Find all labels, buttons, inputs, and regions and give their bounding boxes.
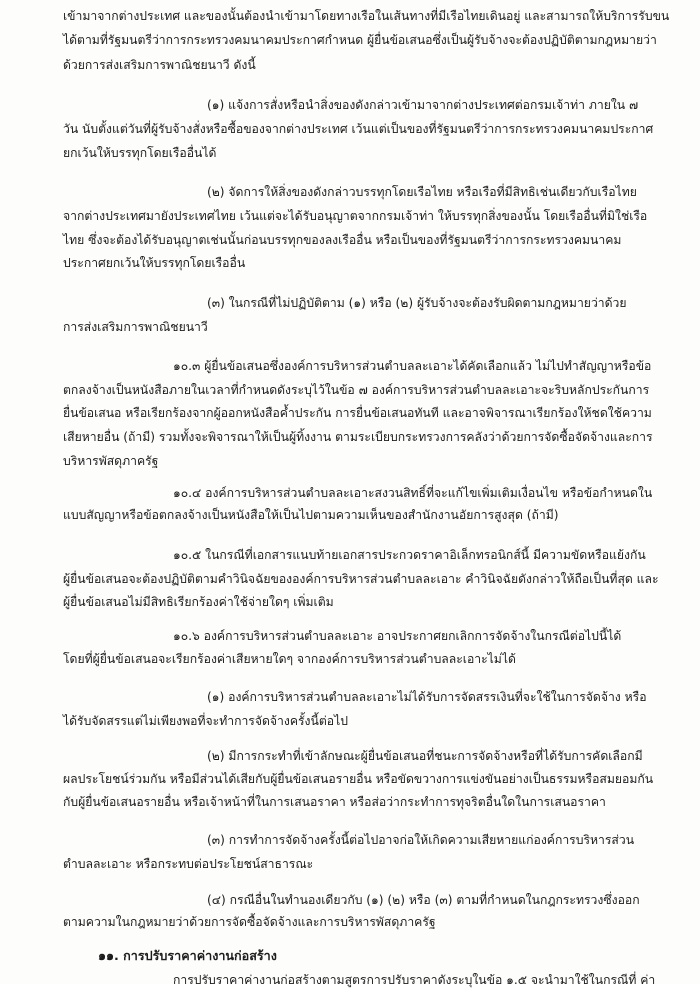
body-text-line: ๑๐.๓ ผู้ยื่นข้อเสนอซึ่งองค์การบริหารส่วนตำบลละเอาะได้คัดเลือกแล้ว ไม่ไปทำสัญญาหรือข้อ bbox=[173, 359, 652, 373]
body-text-line: ประกาศยกเว้นให้บรรทุกโดยเรืออื่น bbox=[63, 256, 246, 270]
body-text-line: กับผู้ยื่นข้อเสนอรายอื่น หรือเจ้าหน้าที่ในการเสนอราคา หรือส่อว่ากระทำการทุจริตอื่นใดในการเสนอราคา bbox=[63, 795, 606, 809]
body-text-line: จากต่างประเทศมายังประเทศไทย เว้นแต่จะได้รับอนุญาตจากกรมเจ้าท่า ให้บรรทุกสิ่งของนั้น โดยเรืออื่นที่มิใช่เรือ bbox=[63, 209, 648, 223]
body-text-line: ๑๐.๔ องค์การบริหารส่วนตำบลละเอาะสงวนสิทธิ์ที่จะแก้ไขเพิ่มเติมเงื่อนไข หรือข้อกำหนดใน bbox=[173, 486, 653, 500]
body-text-line: การปรับราคาค่างานก่อสร้างตามสูตรการปรับราคาดังระบุในข้อ ๑.๕ จะนำมาใช้ในกรณีที่ ค่า bbox=[173, 973, 656, 987]
body-text-line: ไทย ซึ่งจะต้องได้รับอนุญาตเช่นนั้นก่อนบรรทุกของลงเรืออื่น หรือเป็นของที่รัฐมนตรีว่าการกระทรวงคมนาคม bbox=[63, 233, 622, 247]
body-text-line: ๑๐.๕ ในกรณีที่เอกสารแนบท้ายเอกสารประกวดราคาอิเล็กทรอนิกส์นี้ มีความขัดหรือแย้งกัน bbox=[173, 548, 646, 562]
body-text-line: (๒) มีการกระทำที่เข้าลักษณะผู้ยื่นข้อเสนอที่ชนะการจัดจ้างหรือที่ได้รับการคัดเลือกมี bbox=[207, 749, 643, 763]
body-text-line: ยกเว้นให้บรรทุกโดยเรืออื่นได้ bbox=[63, 146, 217, 160]
body-text-line: (๔) กรณีอื่นในทำนองเดียวกับ (๑) (๒) หรือ (๓) ตามที่กำหนดในกฎกระทรวงซึ่งออก bbox=[207, 893, 640, 907]
section-heading: ๑๑. การปรับราคาค่างานก่อสร้าง bbox=[98, 948, 277, 963]
body-text-line: (๒) จัดการให้สิ่งของดังกล่าวบรรทุกโดยเรือไทย หรือเรือที่มีสิทธิเช่นเดียวกับเรือไทย bbox=[207, 185, 637, 199]
body-text-line: ผู้ยื่นข้อเสนอไม่มีสิทธิเรียกร้องค่าใช้จ่ายใดๆ เพิ่มเติม bbox=[63, 595, 334, 609]
body-text-line: ด้วยการส่งเสริมการพาณิชยนาวี ดังนี้ bbox=[63, 58, 256, 72]
body-text-line: ผู้ยื่นข้อเสนอจะต้องปฏิบัติตามคำวินิจฉัยขององค์การบริหารส่วนตำบลละเอาะ คำวินิจฉัยดังกล่าวให้ถือเป็นที่สุด และ bbox=[63, 572, 659, 586]
body-text-line: (๓) ในกรณีที่ไม่ปฏิบัติตาม (๑) หรือ (๒) ผู้รับจ้างจะต้องรับผิดตามกฎหมายว่าด้วย bbox=[207, 296, 627, 310]
body-text-line: ๑๐.๖ องค์การบริหารส่วนตำบลละเอาะ อาจประกาศยกเลิกการจัดจ้างในกรณีต่อไปนี้ได้ bbox=[173, 629, 622, 643]
body-text-line: ได้รับจัดสรรแต่ไม่เพียงพอที่จะทำการจัดจ้างครั้งนี้ต่อไป bbox=[63, 714, 348, 728]
body-text-line: โดยที่ผู้ยื่นข้อเสนอจะเรียกร้องค่าเสียหายใดๆ จากองค์การบริหารส่วนตำบลละเอาะไม่ได้ bbox=[63, 652, 516, 666]
body-text-line: บริหารพัสดุภาครัฐ bbox=[63, 454, 159, 468]
body-text-line: วัน นับตั้งแต่วันที่ผู้รับจ้างสั่งหรือซื้อของจากต่างประเทศ เว้นแต่เป็นของที่รัฐมนตรีว่าการกระทรวงคมนาคมประกาศ bbox=[63, 122, 654, 136]
body-text-line: เสียหายอื่น (ถ้ามี) รวมทั้งจะพิจารณาให้เป็นผู้ทิ้งงาน ตามระเบียบกระทรวงการคลังว่าด้วยการจัดซื้อจัดจ้างและการ bbox=[63, 430, 653, 444]
body-text-line: ได้ตามที่รัฐมนตรีว่าการกระทรวงคมนาคมประกาศกำหนด ผู้ยื่นข้อเสนอซึ่งเป็นผู้รับจ้างจะต้องปฏิบัติตามกฎหมายว่า bbox=[63, 33, 657, 47]
body-text-line: (๑) แจ้งการสั่งหรือนำสิ่งของดังกล่าวเข้ามาจากต่างประเทศต่อกรมเจ้าท่า ภายใน ๗ bbox=[207, 98, 639, 112]
body-text-line: (๓) การทำการจัดจ้างครั้งนี้ต่อไปอาจก่อให้เกิดความเสียหายแก่องค์การบริหารส่วน bbox=[207, 833, 635, 847]
body-text-line: การส่งเสริมการพาณิชยนาวี bbox=[63, 320, 208, 334]
body-text-line: ตกลงจ้างเป็นหนังสือภายในเวลาที่กำหนดดังระบุไว้ในข้อ ๗ องค์การบริหารส่วนตำบลละเอาะจะริบหลักประกันการ bbox=[63, 383, 650, 397]
body-text-line: ผลประโยชน์ร่วมกัน หรือมีส่วนได้เสียกับผู้ยื่นข้อเสนอรายอื่น หรือขัดขวางการแข่งขันอย่างเป็นธรรมหรือสมยอมกัน bbox=[63, 772, 654, 786]
body-text-line: ตำบลละเอาะ หรือกระทบต่อประโยชน์สาธารณะ bbox=[63, 857, 314, 871]
body-text-line: (๑) องค์การบริหารส่วนตำบลละเอาะไม่ได้รับการจัดสรรเงินที่จะใช้ในการจัดจ้าง หรือ bbox=[207, 690, 647, 704]
body-text-line: ตามความในกฎหมายว่าด้วยการจัดซื้อจัดจ้างและการบริหารพัสดุภาครัฐ bbox=[63, 915, 436, 929]
body-text-line: แบบสัญญาหรือข้อตกลงจ้างเป็นหนังสือให้เป็นไปตามความเห็นของสำนักงานอัยการสูงสุด (ถ้ามี) bbox=[63, 508, 559, 522]
body-text-line: เข้ามาจากต่างประเทศ และของนั้นต้องนำเข้ามาโดยทางเรือในเส้นทางที่มีเรือไทยเดินอยู่ และสามารถให้บริการรับขน bbox=[63, 9, 670, 23]
body-text-line: ยื่นข้อเสนอ หรือเรียกร้องจากผู้ออกหนังสือค้ำประกัน การยื่นข้อเสนอทันที และอาจพิจารณาเรียกร้องให้ชดใช้ความ bbox=[63, 406, 652, 420]
